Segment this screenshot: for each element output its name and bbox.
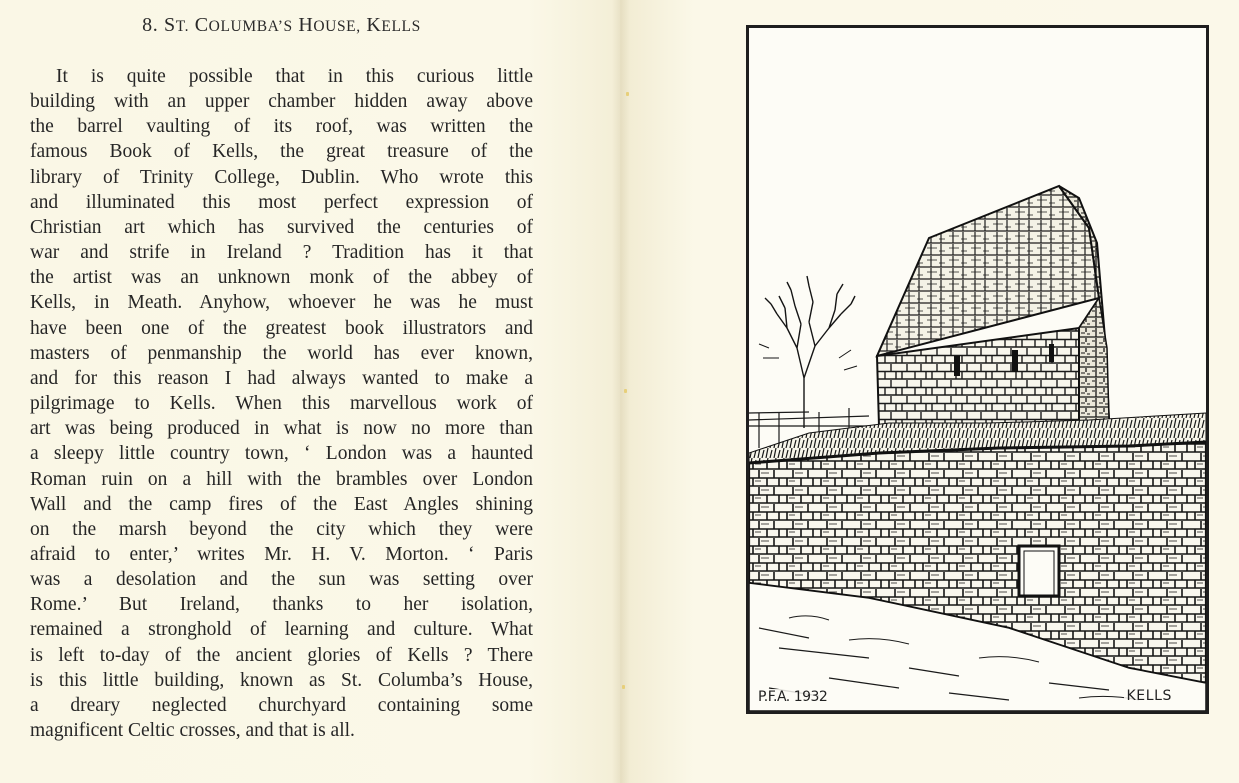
text-line: magnificent Celtic crosses, and that is all. (30, 720, 355, 742)
title-word: KELLS (366, 14, 421, 36)
title-word: COLUMBA’S (194, 14, 293, 36)
text-line: library of Trinity College, Dublin. Who wrote this (30, 166, 533, 188)
text-line: have been one of the greatest book illustrators and (30, 317, 533, 339)
text-line: art was being produced in what is now no more than (30, 418, 533, 440)
text-line: afraid to enter,’ writes Mr. H. V. Morton. ‘ Paris (30, 543, 533, 565)
paper-speck (622, 685, 625, 689)
text-line: the artist was an unknown monk of the abbey of (30, 267, 533, 289)
text-line: is this little building, known as St. Columba’s House, (30, 669, 533, 691)
place-label: KELLS (1126, 688, 1172, 704)
text-line: was a desolation and the sun was setting over (30, 569, 533, 591)
text-line: pilgrimage to Kells. When this marvellous work of (30, 393, 533, 415)
book-gutter (612, 0, 630, 783)
text-line: on the marsh beyond the city which they were (30, 518, 533, 540)
text-line: masters of penmanship the world has ever known, (30, 342, 533, 364)
body-text (30, 64, 533, 743)
plate-title (30, 14, 533, 37)
text-line: war and strife in Ireland ? Tradition has it that (30, 242, 533, 264)
title-word: HOUSE, (298, 14, 361, 36)
text-line: remained a stronghold of learning and culture. What (30, 619, 533, 641)
text-line: and illuminated this most perfect expression of (30, 191, 533, 213)
text-line: It is quite possible that in this curious little (56, 66, 533, 87)
text-line: famous Book of Kells, the great treasure of the (30, 141, 533, 163)
illustration-frame (746, 25, 1209, 714)
text-line: a sleepy little country town, ‘ London was a haunted (30, 443, 533, 465)
text-line: Roman ruin on a hill with the brambles over London (30, 468, 533, 490)
plate-number: 8. (142, 14, 164, 36)
text-line: building with an upper chamber hidden away above (30, 91, 533, 113)
text-line: and for this reason I had always wanted to make a (30, 367, 533, 389)
artist-signature: P.F.A. 1932 (758, 689, 828, 705)
text-line: Kells, in Meath. Anyhow, whoever he was he must (30, 292, 533, 314)
text-line: Wall and the camp fires of the East Angles shining (30, 493, 533, 515)
title-word: ST. (163, 14, 190, 36)
text-line: a dreary neglected churchyard containing some (30, 694, 533, 716)
paper-speck (626, 92, 629, 96)
paper-speck (624, 389, 627, 393)
text-line: is left to-day of the ancient glories of Kells ? There (30, 644, 533, 666)
st-columbas-house-drawing (749, 28, 1206, 711)
text-line: the barrel vaulting of its roof, was written the (30, 116, 533, 138)
text-line: Rome.’ But Ireland, thanks to her isolation, (30, 594, 533, 616)
text-line: Christian art which has survived the centuries of (30, 216, 533, 238)
